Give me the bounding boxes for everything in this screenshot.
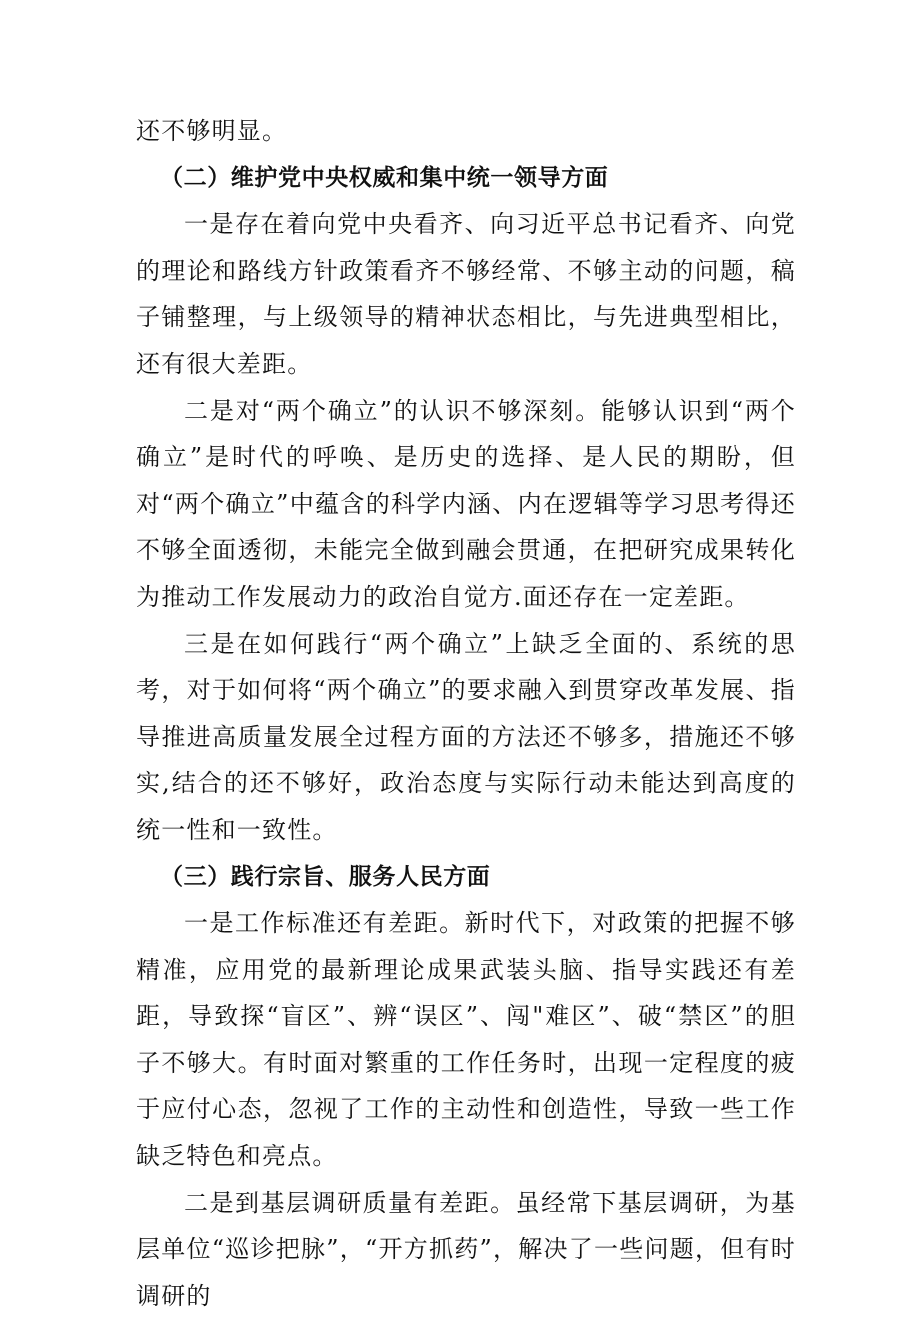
- paragraph: 一是存在着向党中央看齐、向习近平总书记看齐、向党的理论和路线方针政策看齐不够经常、不够主动的问题，稿子铺整理，与上级领导的精神状态相比，与先进典型相比，还有很大差距。: [136, 210, 796, 378]
- paragraph: 一是工作标准还有差距。新时代下，对政策的把握不够精准，应用党的最新理论成果武装头脑、指导实践还有差距，导致探“盲区”、辨“误区”、闯"难区”、破“禁区”的胆子不够大。有时面对繁重的工作任务时，出现一定程度的疲于应付心态，忽视了工作的主动性和创造性，导致一些工作缺乏特色和亮点。: [136, 909, 796, 1171]
- section-heading-3: （三）践行宗旨、服务人民方面: [160, 863, 491, 890]
- document-body: [136, 108, 796, 1319]
- paragraph: 二是到基层调研质量有差距。虽经常下基层调研，为基层单位“巡诊把脉”，“开方抓药”，解决了一些问题，但有时调研的: [136, 1188, 796, 1310]
- paragraph: 三是在如何践行“两个确立”上缺乏全面的、系统的思考，对于如何将“两个确立”的要求融入到贯穿改革发展、指导推进高质量发展全过程方面的方法还不够多，措施还不够实,结合的还不够好，政治态度与实际行动未能达到高度的统一性和一致性。: [136, 629, 796, 844]
- paragraph-continuation: 还不够明显。: [136, 117, 288, 145]
- section-heading-2: （二）维护党中央权威和集中统一领导方面: [160, 164, 609, 191]
- paragraph: 二是对“两个确立”的认识不够深刻。能够认识到“两个确立”是时代的呼唤、是历史的选择、是人民的期盼，但对“两个确立”中蕴含的科学内涵、内在逻辑等学习思考得还不够全面透彻，未能完全做到融会贯通，在把研究成果转化为推动工作发展动力的政治自觉方.面还存在一定差距。: [136, 396, 796, 611]
